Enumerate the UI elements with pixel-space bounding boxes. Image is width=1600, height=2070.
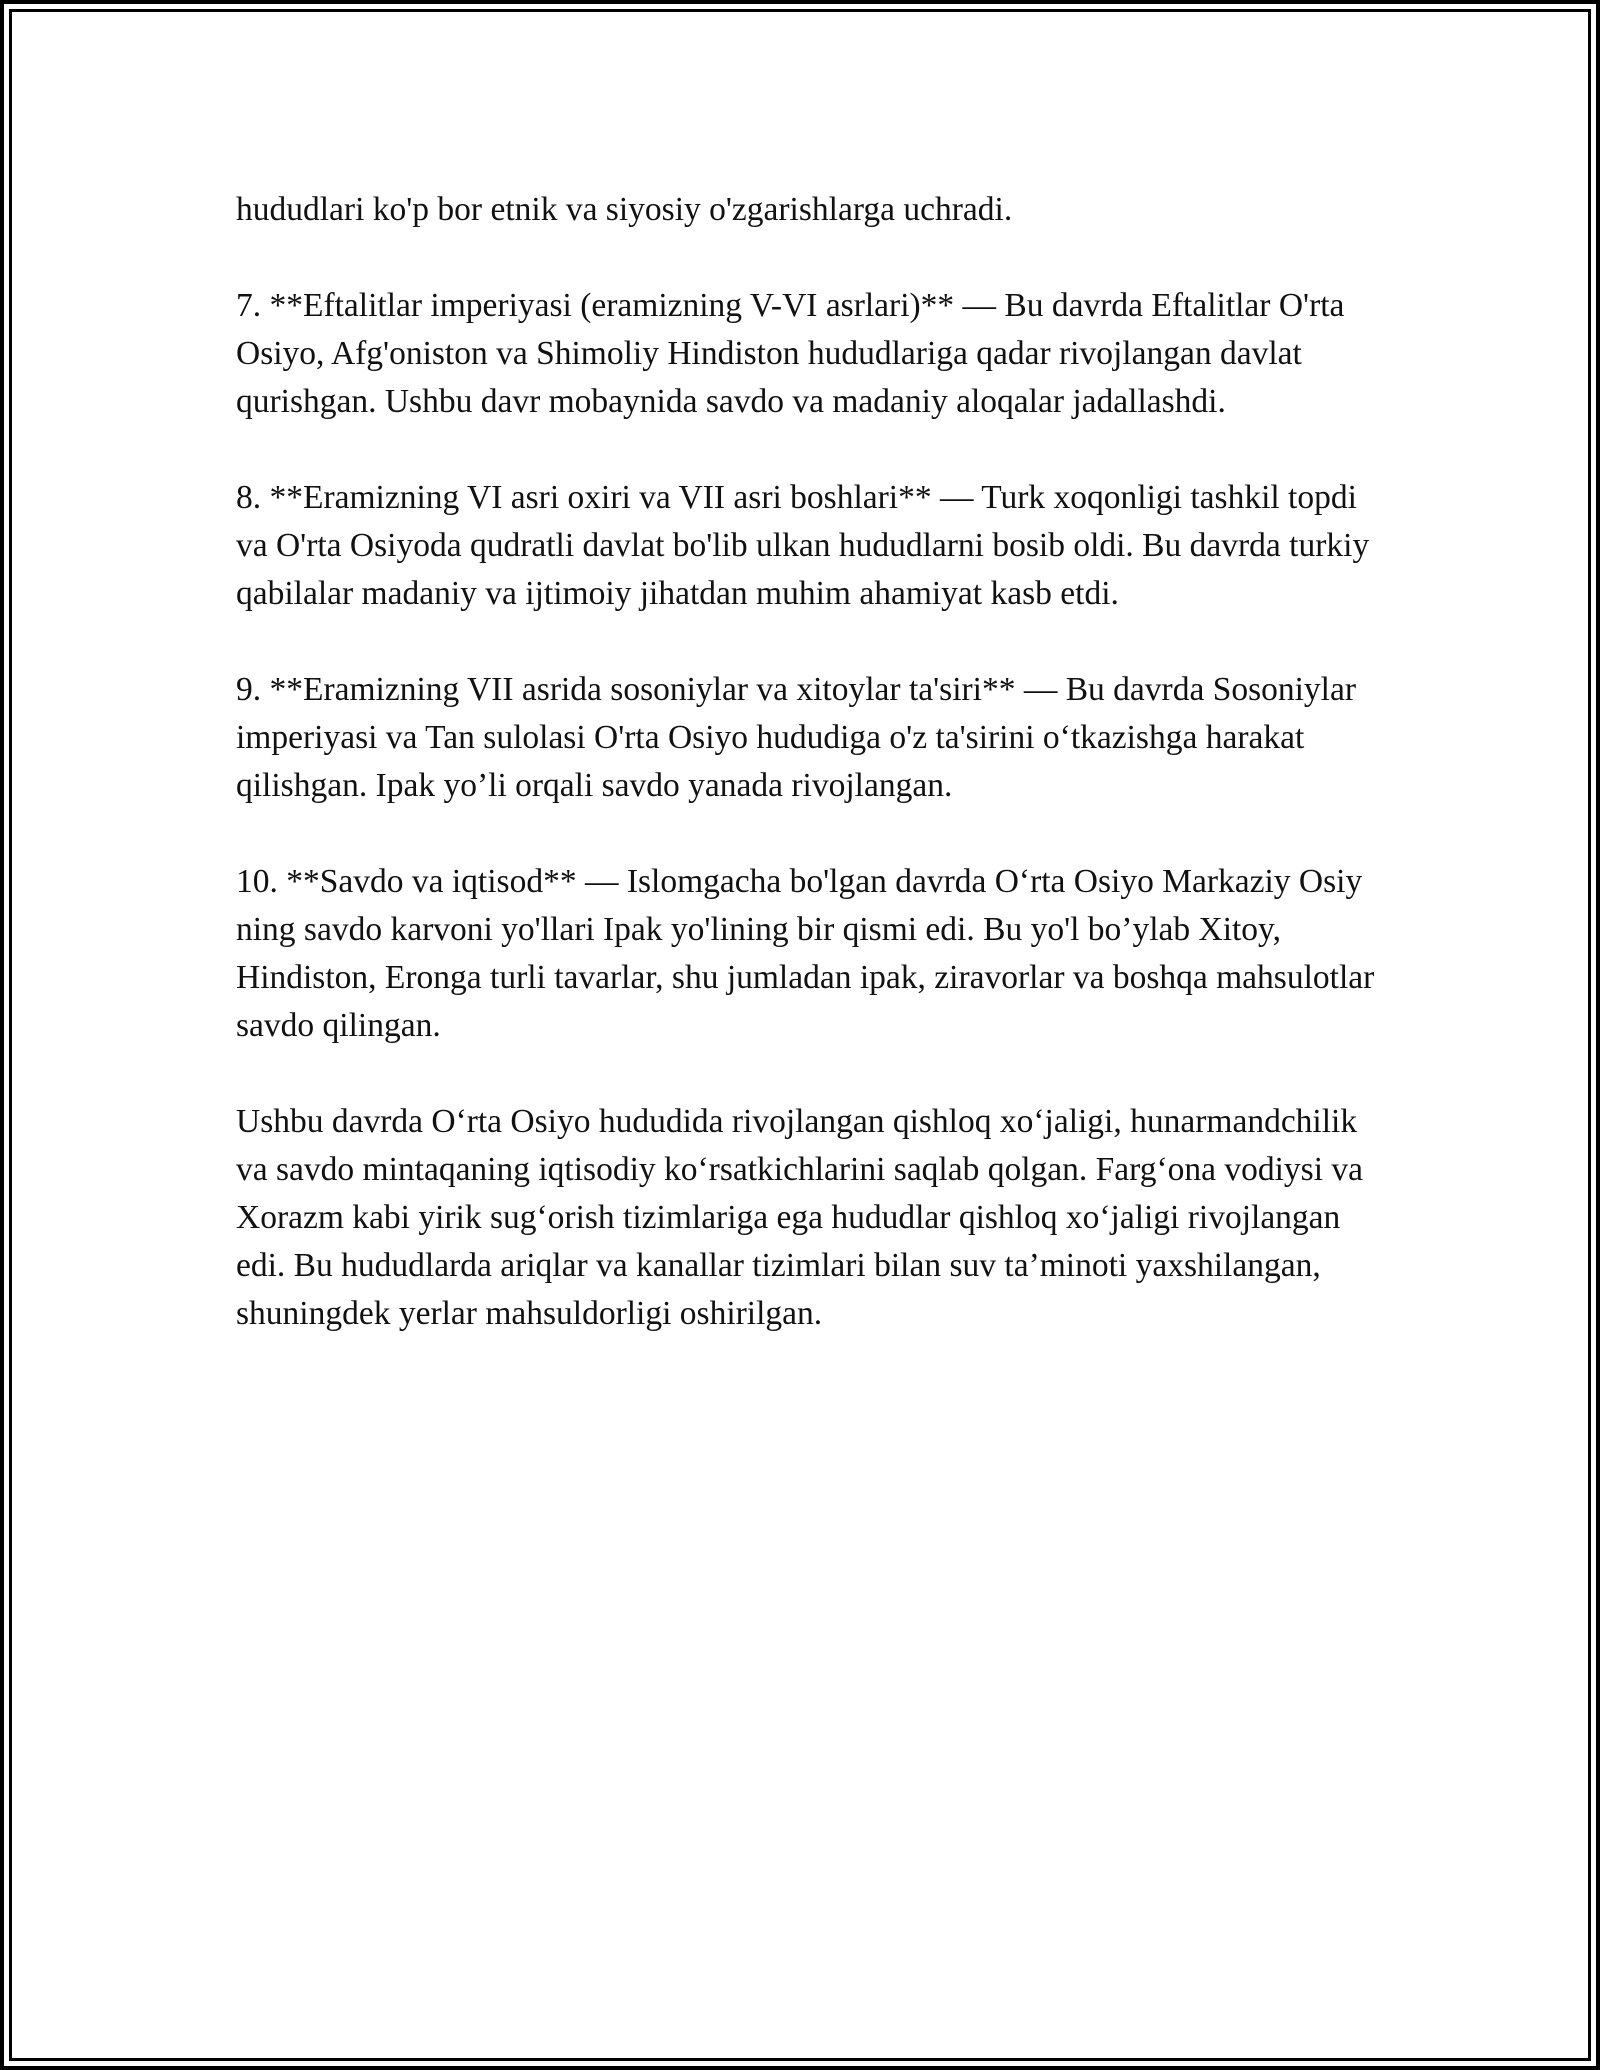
paragraph-item-10: 10. **Savdo va iqtisod** — Islomgacha bo'lgan davrda O‘rta Osiyo Markaziy Osiy ning savdo karvoni yo'llari Ipak yo'lining bir qismi edi. Bu yo'l bo’ylab Xitoy, Hindiston, Eronga turli tavarlar, shu jumladan ipak, ziravorlar va boshqa mahsulotlar savdo qilingan. bbox=[236, 863, 1375, 1044]
paragraph-conclusion: Ushbu davrda O‘rta Osiyo hududida rivojlangan qishloq xo‘jaligi, hunarmandchilik va savdo mintaqaning iqtisodiy ko‘rsatkichlarini saqlab qolgan. Farg‘ona vodiysi va Xorazm kabi yirik sug‘orish tizimlariga ega hududlar qishloq xo‘jaligi rivojlangan edi. Bu hududlarda ariqlar va kanallar tizimlari bilan suv ta’minoti yaxshilangan, shuningdek yerlar mahsuldorligi oshirilgan. bbox=[236, 1103, 1364, 1332]
paragraph-item-9: 9. **Eramizning VII asrida sosoniylar va xitoylar ta'siri** — Bu davrda Sosoniylar imperiyasi va Tan sulolasi O'rta Osiyo hududiga o'z ta'sirini o‘tkazishga harakat qilishgan. Ipak yo’li orqali savdo yanada rivojlangan. bbox=[236, 671, 1357, 804]
paragraph-item-8: 8. **Eramizning VI asri oxiri va VII asri boshlari** — Turk xoqonligi tashkil topdi va O'rta Osiyoda qudratli davlat bo'lib ulkan hududlarni bosib oldi. Bu davrda turkiy qabilalar madaniy va ijtimoiy jihatdan muhim ahamiyat kasb etdi. bbox=[236, 479, 1370, 612]
paragraph-continuation: hududlari ko'p bor etnik va siyosiy o'zgarishlarga uchradi. bbox=[236, 191, 1013, 228]
document-body bbox=[236, 186, 1376, 1338]
paragraph-item-7: 7. **Eftalitlar imperiyasi (eramizning V-VI asrlari)** — Bu davrda Eftalitlar O'rta Osiyo, Afg'oniston va Shimoliy Hindiston hududlariga qadar rivojlangan davlat qurishgan. Ushbu davr mobaynida savdo va madaniy aloqalar jadallashdi. bbox=[236, 287, 1345, 420]
